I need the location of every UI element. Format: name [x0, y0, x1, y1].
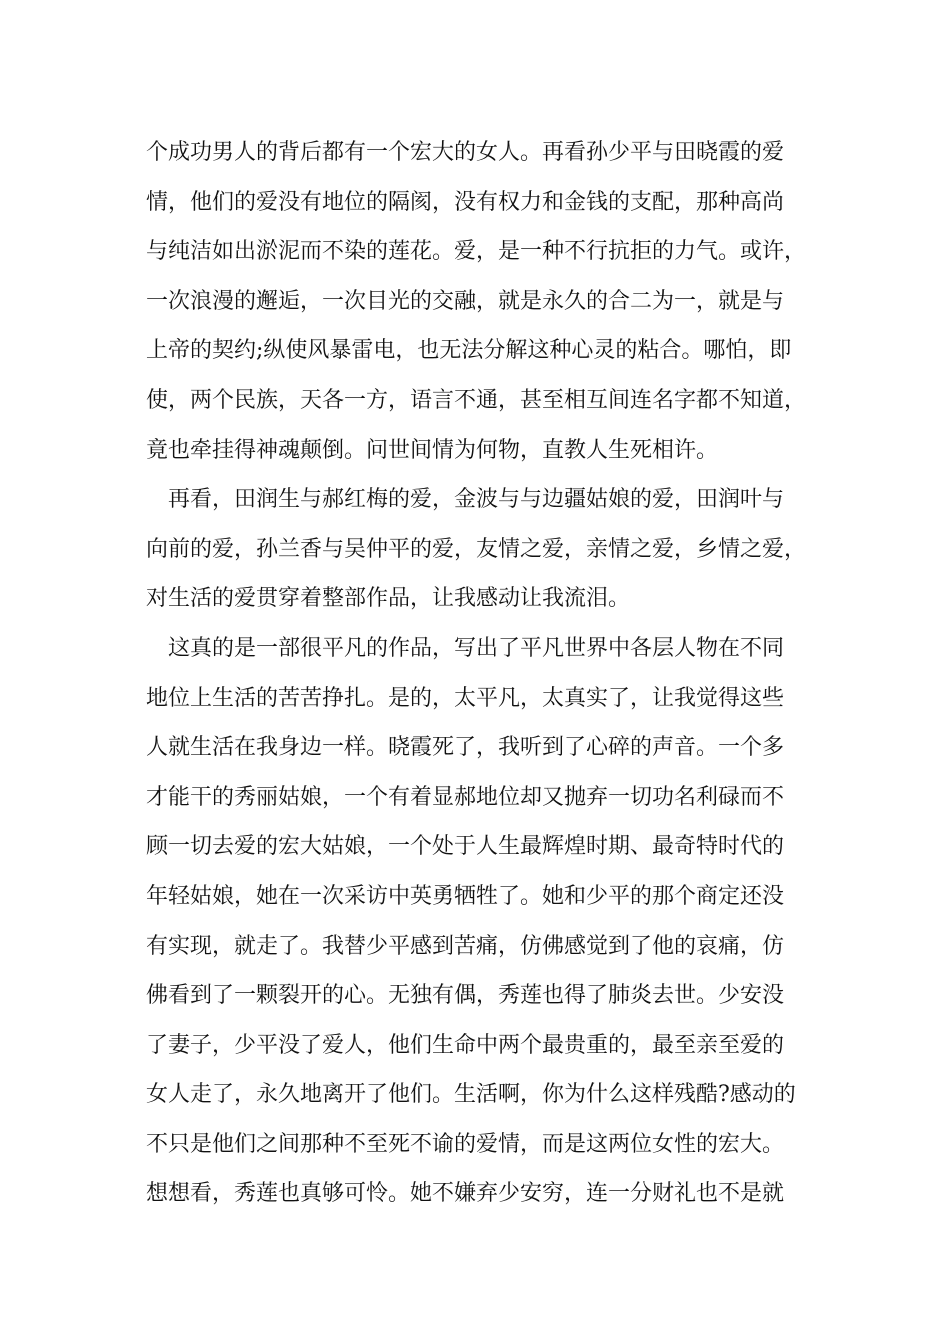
text-line: 想想看，秀莲也真够可怜。她不嫌弃少安穷，连一分财礼也不是就 [146, 1181, 785, 1207]
text-line: 年轻姑娘，她在一次采访中英勇牺牲了。她和少平的那个商定还没 [146, 883, 785, 909]
body-text [146, 128, 826, 1219]
text-line: 顾一切去爱的宏大姑娘，一个处于人生最辉煌时期、最奇特时代的 [146, 834, 785, 860]
text-line: 对生活的爱贯穿着整部作品，让我感动让我流泪。 [146, 586, 631, 612]
text-line: 与纯洁如出淤泥而不染的莲花。爱，是一种不行抗拒的力气。或许， [146, 239, 807, 265]
text-line: 人就生活在我身边一样。晓霞死了，我听到了心碎的声音。一个多 [146, 735, 785, 761]
text-line: 向前的爱，孙兰香与吴仲平的爱，友情之爱，亲情之爱，乡情之爱， [146, 536, 807, 562]
text-line: 地位上生活的苦苦挣扎。是的，太平凡，太真实了，让我觉得这些 [146, 685, 785, 711]
text-line: 了妻子，少平没了爱人，他们生命中两个最贵重的，最至亲至爱的 [146, 1032, 785, 1058]
text-line: 一次浪漫的邂逅，一次目光的交融，就是永久的合二为一，就是与 [146, 288, 785, 314]
text-line: 女人走了，永久地离开了他们。生活啊，你为什么这样残酷?感动的 [146, 1082, 796, 1108]
text-line: 竟也牵挂得神魂颠倒。问世间情为何物，直教人生死相许。 [146, 437, 719, 463]
text-line: 情，他们的爱没有地位的隔阂，没有权力和金钱的支配，那种高尚 [146, 189, 785, 215]
text-line: 再看，田润生与郝红梅的爱，金波与与边疆姑娘的爱，田润叶与 [168, 487, 785, 513]
text-line: 有实现，就走了。我替少平感到苦痛，仿佛感觉到了他的哀痛，仿 [146, 933, 785, 959]
text-line: 佛看到了一颗裂开的心。无独有偶，秀莲也得了肺炎去世。少安没 [146, 983, 785, 1009]
text-line: 才能干的秀丽姑娘，一个有着显郝地位却又抛弃一切功名利碌而不 [146, 784, 785, 810]
text-line: 上帝的契约;纵使风暴雷电，也无法分解这种心灵的粘合。哪怕，即 [146, 338, 792, 364]
text-line: 个成功男人的背后都有一个宏大的女人。再看孙少平与田晓霞的爱 [146, 140, 785, 165]
text-line: 使，两个民族，天各一方，语言不通，甚至相互间连名字都不知道， [146, 387, 807, 413]
text-line: 不只是他们之间那种不至死不谕的爱情，而是这两位女性的宏大。 [146, 1131, 785, 1157]
text-line: 这真的是一部很平凡的作品，写出了平凡世界中各层人物在不同 [168, 635, 785, 661]
